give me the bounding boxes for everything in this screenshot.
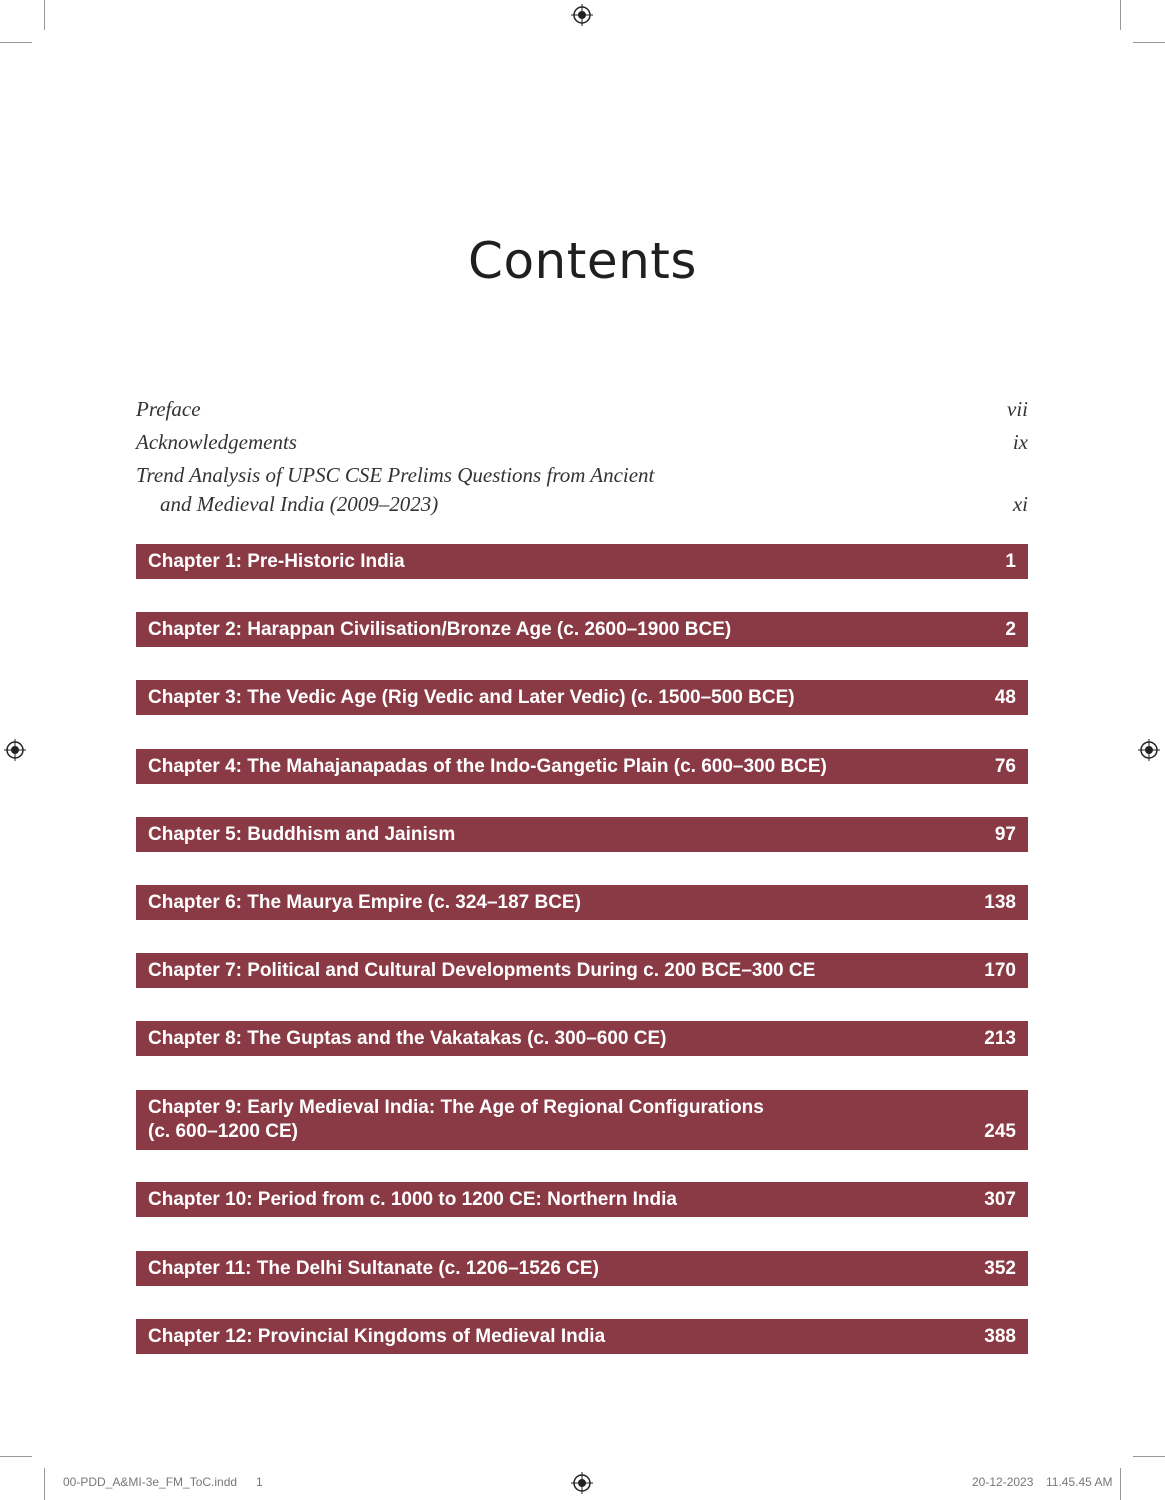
slug-time: 11.45.45 AM xyxy=(1046,1475,1113,1489)
crop-mark xyxy=(1120,0,1121,30)
chapter-page: 1 xyxy=(1005,551,1016,572)
chapter-page: 213 xyxy=(984,1028,1016,1049)
chapter-page: 170 xyxy=(984,960,1016,981)
toc-entry-page: xi xyxy=(1012,492,1028,516)
chapter-title: Chapter 3: The Vedic Age (Rig Vedic and Later Vedic) (c. 1500–500 BCE) xyxy=(148,687,795,708)
chapter-entry[interactable] xyxy=(136,885,1028,920)
chapter-page: 76 xyxy=(994,756,1016,777)
chapter-entry[interactable] xyxy=(136,953,1028,988)
registration-mark-icon xyxy=(571,1472,593,1494)
toc-entry-acknowledgements[interactable] xyxy=(136,430,1028,460)
chapter-page: 48 xyxy=(994,687,1016,708)
chapter-entry[interactable] xyxy=(136,1319,1028,1354)
chapter-title-line1: Chapter 9: Early Medieval India: The Age of Regional Configurations xyxy=(148,1097,764,1118)
toc-entry-page: ix xyxy=(1012,430,1028,454)
slug-file-name: 00-PDD_A&MI-3e_FM_ToC.indd xyxy=(63,1475,238,1489)
chapter-entry[interactable] xyxy=(136,1090,1028,1150)
chapter-page: 388 xyxy=(984,1326,1016,1347)
chapter-page: 245 xyxy=(984,1121,1016,1142)
chapter-page: 352 xyxy=(984,1258,1016,1279)
toc-entry-preface[interactable] xyxy=(136,397,1028,427)
front-matter-list xyxy=(136,397,1028,523)
chapter-title: Chapter 6: The Maurya Empire (c. 324–187 BCE) xyxy=(148,892,581,913)
crop-mark xyxy=(44,0,45,30)
slug-date: 20-12-2023 xyxy=(972,1475,1034,1489)
toc-entry-trend-analysis[interactable] xyxy=(136,463,1028,523)
toc-entry-label-line2: and Medieval India (2009–2023) xyxy=(160,492,439,516)
crop-mark xyxy=(0,42,32,43)
chapter-page: 2 xyxy=(1005,619,1016,640)
crop-mark xyxy=(1120,1468,1121,1500)
crop-mark xyxy=(44,1468,45,1500)
chapter-entry[interactable] xyxy=(136,817,1028,852)
chapter-title: Chapter 4: The Mahajanapadas of the Indo-Gangetic Plain (c. 600–300 BCE) xyxy=(148,756,827,777)
chapter-entry[interactable] xyxy=(136,544,1028,579)
slug-sheet-number: 1 xyxy=(256,1475,263,1489)
chapter-title: Chapter 10: Period from c. 1000 to 1200 CE: Northern India xyxy=(148,1189,677,1210)
chapter-page: 138 xyxy=(984,892,1016,913)
crop-mark xyxy=(0,1456,32,1457)
chapter-entry[interactable] xyxy=(136,749,1028,784)
chapter-title xyxy=(148,1096,764,1144)
chapter-entry[interactable] xyxy=(136,1182,1028,1217)
chapter-title: Chapter 2: Harappan Civilisation/Bronze Age (c. 2600–1900 BCE) xyxy=(148,619,732,640)
crop-mark xyxy=(1133,1456,1165,1457)
chapter-title: Chapter 12: Provincial Kingdoms of Medieval India xyxy=(148,1326,606,1347)
registration-mark-icon xyxy=(571,4,593,26)
chapter-title: Chapter 5: Buddhism and Jainism xyxy=(148,824,456,845)
chapter-entry[interactable] xyxy=(136,1251,1028,1286)
chapter-title: Chapter 1: Pre-Historic India xyxy=(148,551,405,572)
toc-entry-label: Preface xyxy=(136,397,201,421)
crop-mark xyxy=(1133,42,1165,43)
registration-mark-icon xyxy=(1138,739,1160,761)
chapter-title: Chapter 11: The Delhi Sultanate (c. 1206–1526 CE) xyxy=(148,1258,599,1279)
chapter-title: Chapter 8: The Guptas and the Vakatakas (c. 300–600 CE) xyxy=(148,1028,667,1049)
chapter-page: 307 xyxy=(984,1189,1016,1210)
registration-mark-icon xyxy=(4,739,26,761)
chapter-entry[interactable] xyxy=(136,680,1028,715)
chapter-page: 97 xyxy=(994,824,1016,845)
chapter-entry[interactable] xyxy=(136,612,1028,647)
toc-entry-page: vii xyxy=(1007,397,1028,421)
chapter-title: Chapter 7: Political and Cultural Developments During c. 200 BCE–300 CE xyxy=(148,960,816,981)
chapter-title-line2: (c. 600–1200 CE) xyxy=(148,1121,298,1142)
toc-entry-label: Acknowledgements xyxy=(136,430,297,454)
chapter-entry[interactable] xyxy=(136,1021,1028,1056)
toc-entry-label-line1: Trend Analysis of UPSC CSE Prelims Questions from Ancient xyxy=(136,463,655,487)
page-title: Contents xyxy=(468,232,697,290)
